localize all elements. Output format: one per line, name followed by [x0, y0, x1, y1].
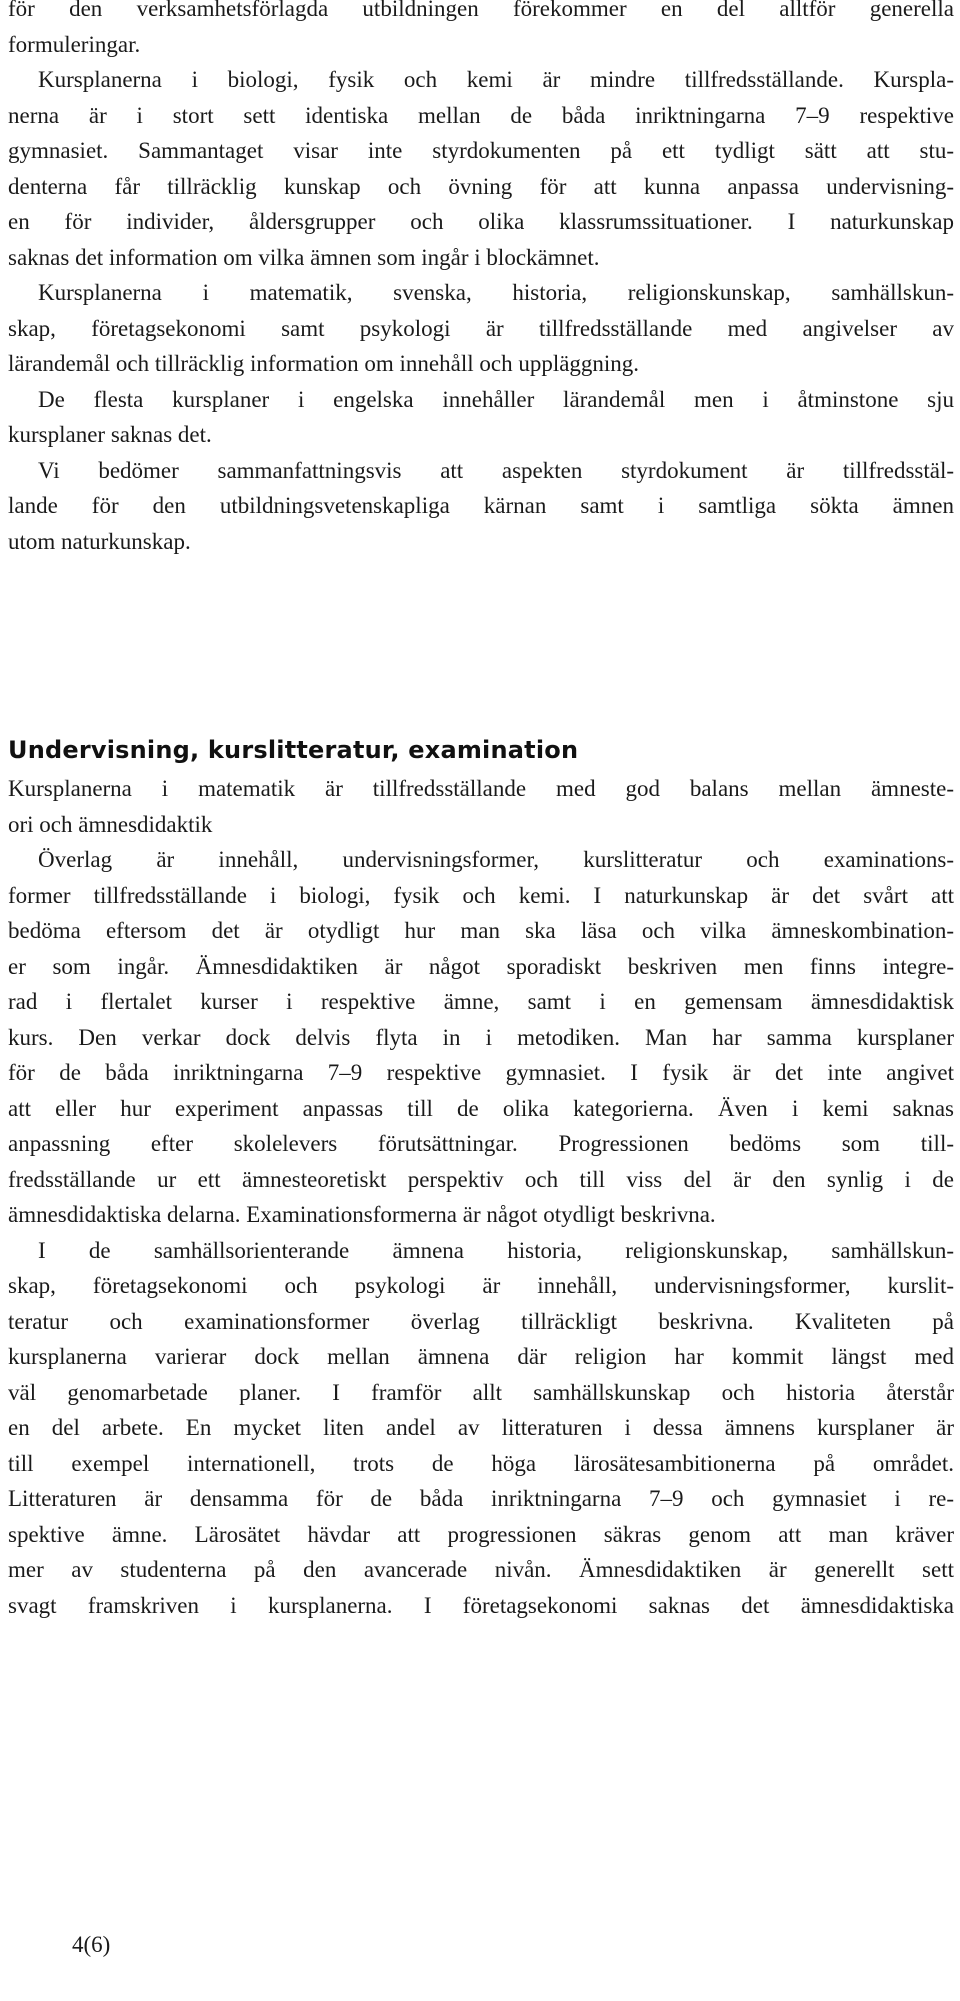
text-line: lande för den utbildningsvetenskapliga kärnan samt i samtliga sökta ämnen — [8, 493, 954, 518]
text-line: Kursplanerna i matematik, svenska, historia, religionskunskap, samhällskun- — [38, 280, 954, 305]
section-heading: Undervisning, kurslitteratur, examination — [8, 736, 579, 764]
text-line: formuleringar. — [8, 31, 141, 57]
text-line: former tillfredsställande i biologi, fysik och kemi. I naturkunskap är det svårt att — [8, 882, 954, 908]
text-line: gymnasiet. Sammantaget visar inte styrdokumenten på ett tydligt sätt att stu- — [8, 138, 954, 163]
text-line: väl genomarbetade planer. I framför allt samhällskunskap och historia återstår — [8, 1379, 954, 1405]
text-line: att eller hur experiment anpassas till de olika kategorierna. Även i kemi saknas — [8, 1095, 954, 1121]
text-line: svagt framskriven i kursplanerna. I företagsekonomi saknas det ämnesdidaktiska — [8, 1592, 954, 1618]
body-text-section-2 — [8, 771, 954, 1623]
text-line: skap, företagsekonomi och psykologi är innehåll, undervisningsformer, kurslit- — [8, 1273, 954, 1298]
text-line: för den verksamhetsförlagda utbildningen förekommer en del alltför generella — [8, 0, 954, 21]
text-line: kursplanerna varierar dock mellan ämnena där religion har kommit längst med — [8, 1344, 954, 1369]
text-line: saknas det information om vilka ämnen som ingår i blockämnet. — [8, 244, 600, 270]
text-line: mer av studenterna på den avancerade nivån. Ämnesdidaktiken är generellt sett — [8, 1557, 954, 1582]
text-line: Vi bedömer sammanfattningsvis att aspekten styrdokument är tillfredsstäl- — [38, 457, 954, 483]
page-number: 4(6) — [72, 1932, 111, 1957]
text-line: kursplaner saknas det. — [8, 422, 212, 447]
text-line: ori och ämnesdidaktik — [8, 811, 213, 837]
text-line: anpassning efter skolelevers förutsättningar. Progressionen bedöms som till- — [8, 1131, 954, 1156]
text-line: I de samhällsorienterande ämnena historia, religionskunskap, samhällskun- — [38, 1237, 954, 1263]
text-line: teratur och examinationsformer överlag tillräckligt beskrivna. Kvaliteten på — [8, 1308, 954, 1334]
text-line: er som ingår. Ämnesdidaktiken är något sporadiskt beskriven men finns integre- — [8, 953, 954, 979]
text-line: en för individer, åldersgrupper och olika klassrumssituationer. I naturkunskap — [8, 209, 954, 234]
text-line: Litteraturen är densamma för de båda inriktningarna 7–9 och gymnasiet i re- — [8, 1486, 954, 1511]
text-line: till exempel internationell, trots de höga lärosätesambitionerna på området. — [8, 1450, 954, 1476]
text-line: för de båda inriktningarna 7–9 respektive gymnasiet. I fysik är det inte angivet — [8, 1060, 954, 1085]
text-line: rad i flertalet kurser i respektive ämne, samt i en gemensam ämnesdidaktisk — [8, 989, 954, 1014]
text-line: Kursplanerna i matematik är tillfredsställande med god balans mellan ämneste- — [8, 776, 954, 801]
text-line: Överlag är innehåll, undervisningsformer, kurslitteratur och examinations- — [38, 847, 954, 872]
body-text-section-1 — [8, 0, 954, 559]
text-line: bedöma eftersom det är otydligt hur man ska läsa och vilka ämneskombination- — [8, 918, 954, 943]
text-line: nerna är i stort sett identiska mellan de båda inriktningarna 7–9 respektive — [8, 102, 954, 128]
text-line: skap, företagsekonomi samt psykologi är tillfredsställande med angivelser av — [8, 315, 954, 341]
text-line: lärandemål och tillräcklig information om innehåll och uppläggning. — [8, 351, 640, 376]
text-line: De flesta kursplaner i engelska innehåller lärandemål men i åtminstone sju — [38, 386, 954, 412]
text-line: denterna får tillräcklig kunskap och övning för att kunna anpassa undervisning- — [8, 173, 954, 199]
text-line: spektive ämne. Lärosätet hävdar att progressionen säkras genom att man kräver — [8, 1521, 954, 1547]
text-line: Kursplanerna i biologi, fysik och kemi är mindre tillfredsställande. Kurspla- — [38, 67, 954, 92]
text-line: en del arbete. En mycket liten andel av litteraturen i dessa ämnens kursplaner är — [8, 1415, 954, 1440]
text-line: ämnesdidaktiska delarna. Examinationsformerna är något otydligt beskrivna. — [8, 1202, 716, 1227]
text-line: kurs. Den verkar dock delvis flyta in i metodiken. Man har samma kursplaner — [8, 1024, 954, 1050]
text-line: utom naturkunskap. — [8, 528, 191, 554]
text-line: fredsställande ur ett ämnesteoretiskt perspektiv och till viss del är den synlig i de — [8, 1166, 954, 1192]
